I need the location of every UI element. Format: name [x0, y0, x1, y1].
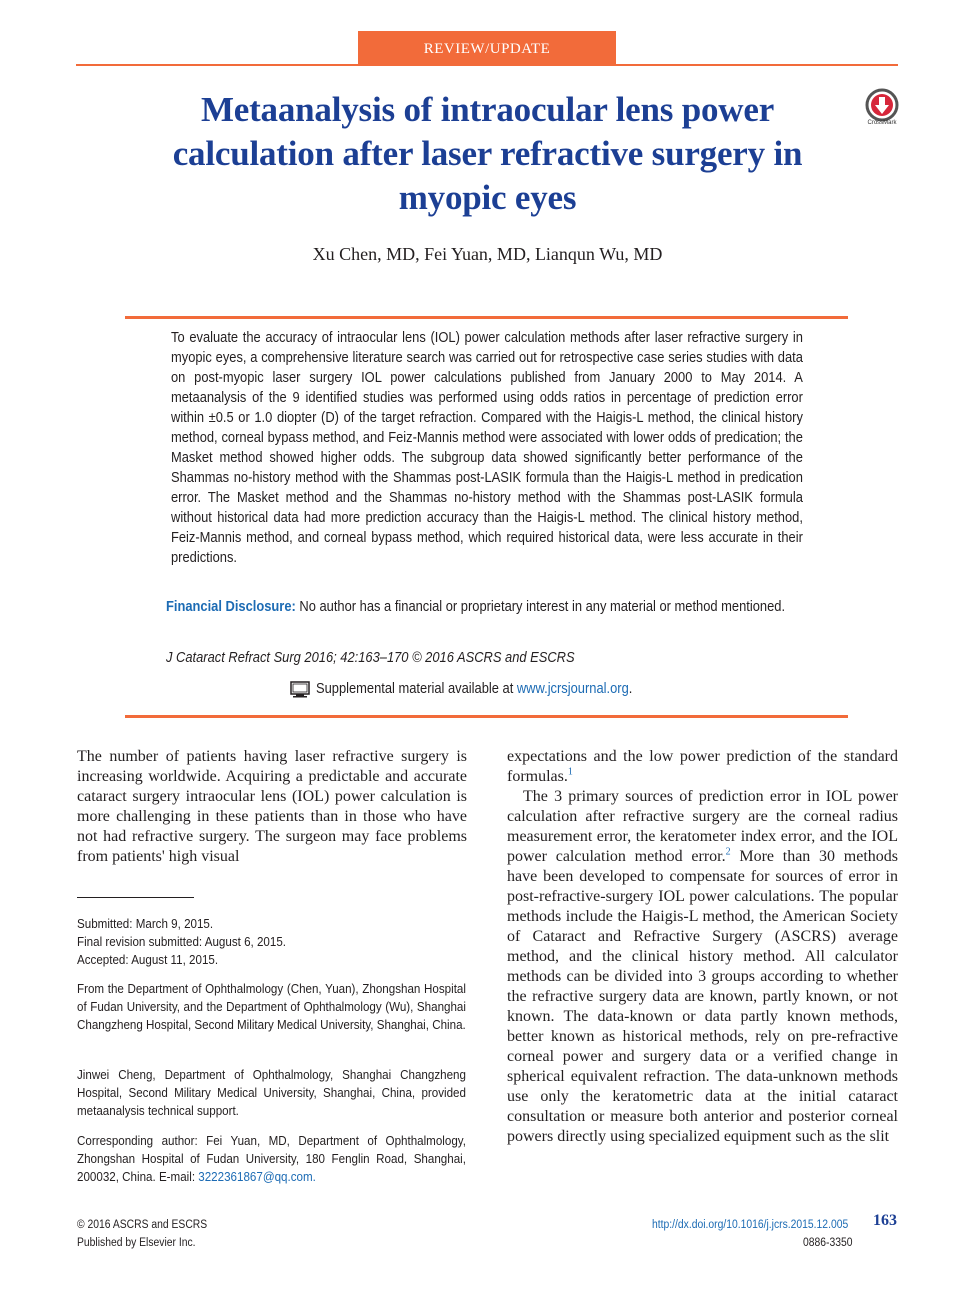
- citation: J Cataract Refract Surg 2016; 42:163–170 © 2016 ASCRS and ESCRS: [166, 650, 575, 666]
- body-text: expectations and the low power prediction of the standard formulas.: [507, 748, 898, 785]
- supplemental-suffix: .: [628, 681, 633, 697]
- supplemental-material-icon: [290, 681, 310, 698]
- crossmark-label: CrossMark: [867, 120, 897, 126]
- corresponding-text: Corresponding author: Fei Yuan, MD, Department of Ophthalmology, Zhongshan Hospital of Fudan University, 180 Fenglin Road, Shanghai, 200032, China. E-mail:: [77, 1133, 466, 1184]
- section-tag: REVIEW/UPDATE: [358, 31, 616, 65]
- corresponding-author: [77, 1132, 466, 1185]
- doi-link[interactable]: http://dx.doi.org/10.1016/j.jcrs.2015.12.005: [652, 1219, 849, 1231]
- financial-disclosure: [166, 597, 807, 617]
- abstract-top-rule: [125, 316, 848, 319]
- page-number: 163: [873, 1212, 897, 1229]
- submission-dates: [77, 915, 466, 968]
- submitted-date: Submitted: March 9, 2015.: [77, 916, 214, 931]
- acknowledgement-note: Jinwei Cheng, Department of Ophthalmology, Shanghai Changzheng Hospital, Second Military Medical University, Shanghai, China, provided metaanalysis technical support.: [77, 1067, 466, 1118]
- authors: Xu Chen, MD, Fei Yuan, MD, Lianqun Wu, MD: [312, 244, 663, 264]
- disclosure-label: Financial Disclosure:: [166, 599, 296, 615]
- abstract-bottom-rule: [125, 715, 848, 718]
- body-text: The 3 primary sources of prediction error in IOL power calculation after refractive surgery are the corneal radius measurement error, the keratometer index error, and the IOL power calculation method error.: [507, 788, 898, 865]
- disclosure-text: No author has a financial or proprietary interest in any material or method mentioned.: [295, 599, 786, 615]
- body-left-column: The number of patients having laser refractive surgery is increasing worldwide. Acquiring a predictable and accurate cataract surgery intraocular lens (IOL) power calculation is more challenging in these patients than in those who have not had refractive surgery. The surgeon may face problems from patients' high visual: [77, 748, 467, 865]
- issn: 0886-3350: [803, 1237, 853, 1249]
- supplemental-note: [316, 679, 632, 699]
- article-title: Metaanalysis of intraocular lens power calculation after laser refractive surgery in myopic eyes: [172, 90, 803, 217]
- footnote-rule: [77, 897, 194, 898]
- body-paragraph: [507, 747, 898, 787]
- footer-publisher: Published by Elsevier Inc.: [77, 1237, 196, 1249]
- reference-link[interactable]: 1: [567, 766, 573, 778]
- affiliation-note: From the Department of Ophthalmology (Chen, Yuan), Zhongshan Hospital of Fudan University, and the Department of Ophthalmology (Wu), Shanghai Changzheng Hospital, Second Military Medical University, Shanghai, China.: [77, 981, 466, 1032]
- final-revision-date: Final revision submitted: August 6, 2015.: [77, 933, 287, 949]
- email-link[interactable]: 3222361867@qq.com.: [198, 1168, 316, 1184]
- body-text: More than 30 methods have been developed to compensate for sources of error in post-refractive-surgery IOL power calculations. The popular methods include the Haigis-L method, the American Society of Cataract and Refractive Surgery (ASCRS) average method, and the clinical history method. All calculator methods can be divided into 3 groups according to whether the refractive surgery data are known, partly known, or not known. The data-known or data partly known methods, better known as historical methods, rely on pre-refractive corneal power and surgery data or a verified change in spherical equivalent refraction. The data-unknown methods use only the keratometric data at the initial cataract consultation or measure both anterior and posterior corneal powers directly using specialized equipment such as the slit: [507, 848, 899, 1145]
- accepted-date: Accepted: August 11, 2015.: [77, 951, 219, 967]
- reference-link[interactable]: 2: [725, 846, 731, 858]
- body-right-column: [507, 747, 898, 1147]
- journal-link[interactable]: www.jcrsjournal.org: [516, 681, 629, 697]
- supplemental-prefix: Supplemental material available at: [316, 681, 517, 697]
- header-rule: [76, 64, 898, 66]
- footer-copyright: © 2016 ASCRS and ESCRS: [77, 1219, 208, 1231]
- abstract-text: To evaluate the accuracy of intraocular lens (IOL) power calculation methods after laser refractive surgery in myopic eyes, a comprehensive literature search was carried out for retrospective case series studies with data on post-myopic laser surgery IOL power calculations published from January 2000 to May 2014. A metaanalysis of the 9 identified studies was performed using odds ratios in percentage of prediction error within ±0.5 or 1.0 diopter (D) of the target refraction. Compared with the Haigis-L method, the clinical history method, corneal bypass method, and Feiz-Mannis method were associated with lower odds of predication; the Masket method showed higher odds. The subgroup data showed significantly better performance of the Shammas no-history method with the Shammas post-LASIK formula than the Haigis-L method in predication error. The Masket method and the Shammas no-history method with the Shammas post-LASIK formula without historical data had more prediction accuracy than the Haigis-L method. The clinical history method, Feiz-Mannis method, and corneal bypass method, which required historical data, were less accurate in their predictions.: [171, 330, 803, 566]
- body-paragraph: [507, 787, 898, 1147]
